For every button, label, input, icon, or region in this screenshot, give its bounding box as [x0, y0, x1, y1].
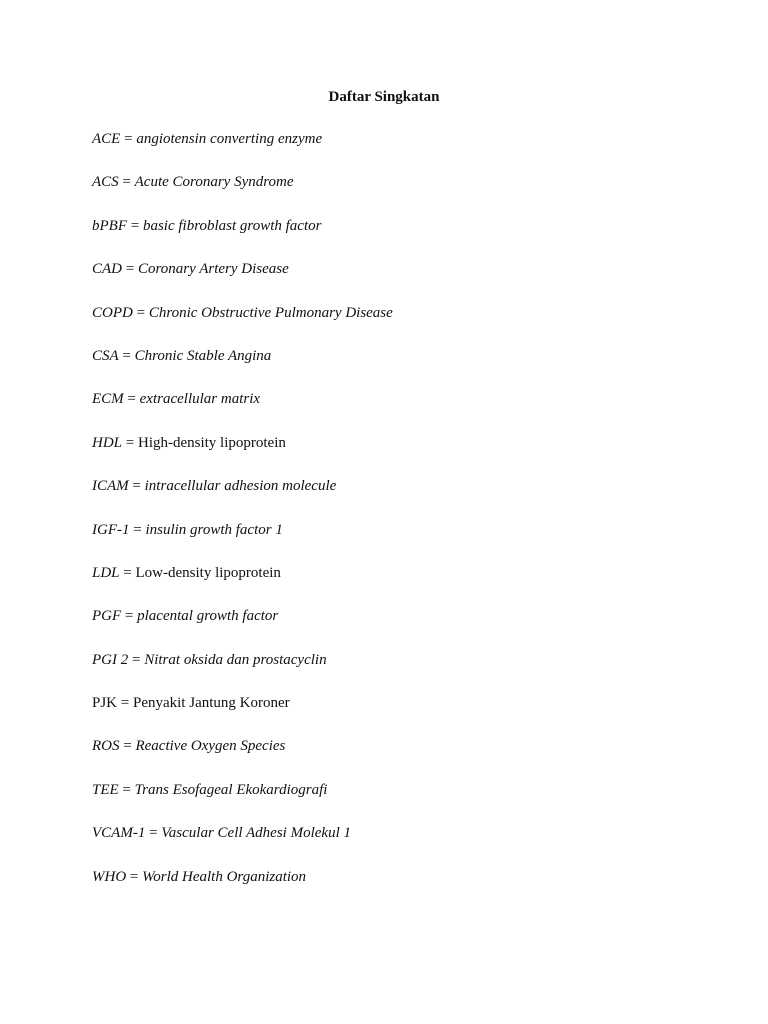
abbreviation-entry: [92, 867, 393, 910]
abbreviation-entry: [92, 780, 393, 823]
abbreviation-entry: [92, 303, 393, 346]
abbreviation-entry: [92, 346, 393, 389]
abbreviation-definition: Reactive Oxygen Species: [135, 738, 286, 755]
abbreviation-definition: Chronic Stable Angina: [134, 347, 272, 364]
abbreviation-entry: [92, 476, 393, 519]
abbreviation-entry: [92, 823, 393, 866]
abbreviation-term: TEE: [92, 781, 119, 798]
abbreviation-term: PJK: [92, 695, 118, 712]
equals-separator: =: [119, 738, 136, 755]
abbreviation-entry: [92, 736, 393, 779]
equals-separator: =: [118, 347, 135, 364]
equals-separator: =: [129, 521, 146, 538]
abbreviation-definition: Vascular Cell Adhesi Molekul 1: [161, 825, 351, 842]
equals-separator: =: [119, 564, 136, 581]
abbreviation-definition: World Health Organization: [142, 868, 307, 885]
abbreviation-definition: Penyakit Jantung Koroner: [132, 695, 290, 712]
equals-separator: =: [145, 825, 162, 842]
abbreviation-entry: [92, 650, 393, 693]
abbreviation-term: IGF-1: [92, 521, 130, 538]
abbreviation-term: VCAM-1: [92, 825, 146, 842]
abbreviation-term: COPD: [92, 304, 133, 321]
equals-separator: =: [132, 304, 149, 321]
equals-separator: =: [117, 695, 133, 712]
equals-separator: =: [122, 261, 138, 278]
equals-separator: =: [120, 131, 137, 147]
abbreviation-definition: intracellular adhesion molecule: [144, 478, 337, 495]
abbreviation-entry: [92, 172, 393, 215]
equals-separator: =: [128, 651, 145, 668]
abbreviation-entry: [92, 520, 393, 563]
abbreviation-list: [92, 129, 393, 910]
abbreviation-term: PGF: [92, 608, 122, 625]
abbreviation-entry: [92, 389, 393, 432]
abbreviation-definition: insulin growth factor 1: [145, 521, 283, 538]
equals-separator: =: [127, 217, 143, 234]
abbreviation-term: CAD: [92, 261, 122, 278]
abbreviation-term: HDL: [92, 434, 123, 451]
abbreviation-term: ACS: [92, 174, 119, 191]
abbreviation-entry: [92, 433, 393, 476]
equals-separator: =: [121, 608, 138, 625]
abbreviation-term: bPBF: [92, 217, 127, 234]
abbreviation-term: PGI 2: [92, 651, 129, 668]
equals-separator: =: [123, 391, 140, 408]
abbreviation-definition: Coronary Artery Disease: [137, 261, 289, 278]
abbreviation-definition: Nitrat oksida dan prostacyclin: [144, 651, 327, 668]
abbreviation-definition: Chronic Obstructive Pulmonary Disease: [148, 304, 393, 321]
abbreviation-term: ROS: [92, 738, 120, 755]
abbreviation-definition: extracellular matrix: [139, 391, 261, 408]
abbreviation-term: CSA: [92, 347, 119, 364]
abbreviation-definition: placental growth factor: [137, 608, 279, 625]
abbreviation-definition: Acute Coronary Syndrome: [134, 174, 294, 191]
equals-separator: =: [126, 868, 143, 885]
abbreviation-term: ACE: [92, 131, 121, 147]
abbreviation-definition: High-density lipoprotein: [137, 434, 286, 451]
page-title: Daftar Singkatan: [328, 89, 440, 105]
equals-separator: =: [128, 478, 145, 495]
abbreviation-term: LDL: [92, 564, 120, 581]
abbreviation-definition: basic fibroblast growth factor: [142, 217, 322, 234]
abbreviation-entry: [92, 259, 393, 302]
abbreviation-term: WHO: [92, 868, 127, 885]
abbreviation-entry: [92, 693, 393, 736]
abbreviation-entry: [92, 129, 393, 172]
equals-separator: =: [118, 174, 135, 191]
abbreviation-definition: Low-density lipoprotein: [135, 564, 281, 581]
equals-separator: =: [122, 434, 138, 451]
abbreviation-term: ECM: [92, 391, 124, 408]
abbreviation-entry: [92, 216, 393, 259]
abbreviation-definition: Trans Esofageal Ekokardiografi: [134, 781, 328, 798]
abbreviation-definition: angiotensin converting enzyme: [136, 131, 323, 147]
abbreviation-term: ICAM: [92, 478, 129, 495]
equals-separator: =: [118, 781, 135, 798]
abbreviation-entry: [92, 606, 393, 649]
abbreviation-entry: [92, 563, 393, 606]
